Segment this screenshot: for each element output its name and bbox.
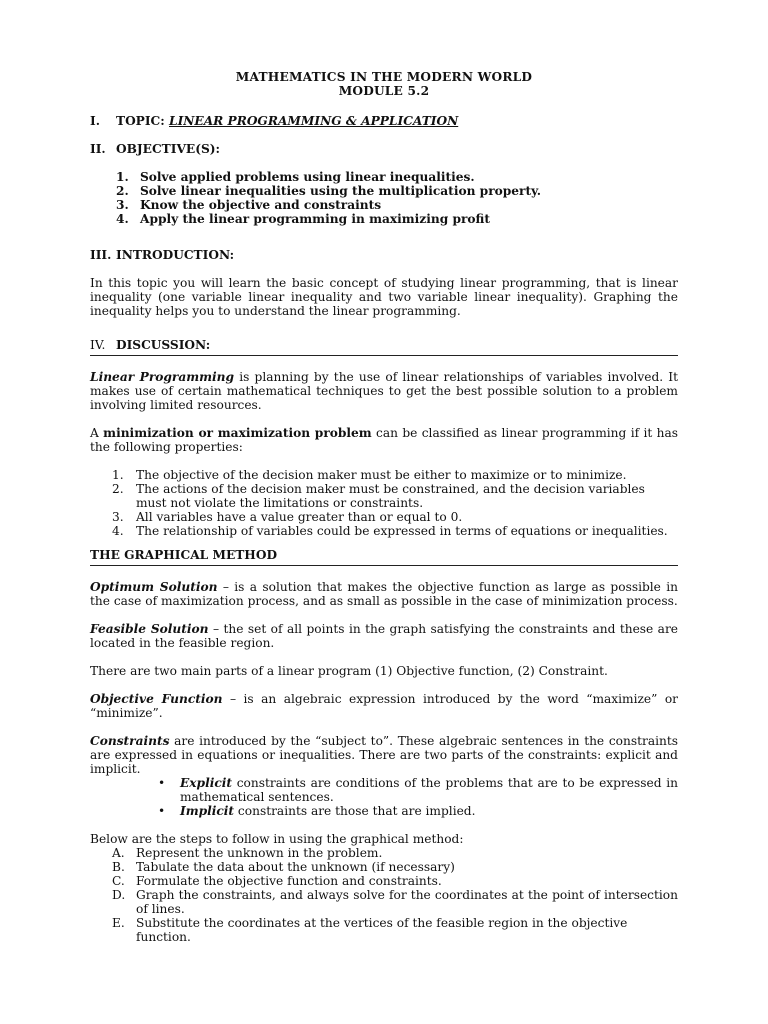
optimum-solution-term: Optimum Solution [90,580,218,594]
steps-intro: Below are the steps to follow in using the graphical method: [90,832,464,846]
list-item: 2. The actions of the decision maker must be constrained, and the decision variables must not violate the limitations or constraints. [112,482,645,510]
constraints-bullets [90,776,678,818]
list-item: 4. The relationship of variables could be expressed in terms of equations or inequalities. [112,524,668,538]
two-parts-paragraph: There are two main parts of a linear program (1) Objective function, (2) Constraint. [90,664,608,678]
document-title: MATHEMATICS IN THE MODERN WORLD [235,70,533,84]
list-item: 4. Apply the linear programming in maximizing profit [116,212,491,226]
discussion-label: DISCUSSION: [116,338,211,352]
module-label: MODULE 5.2 [338,84,430,98]
constraints-definition: Constraints are introduced by the “subject to”. These algebraic sentences in the constraints are expressed in equations or inequalities. There are two parts of the constraints: explicit and implicit. [90,734,678,776]
list-item: • Explicit constraints are conditions of the problems that are to be expressed in mathematical sentences. [158,776,678,804]
discussion-number: IV. [90,338,106,352]
optimum-solution-definition: Optimum Solution – is a solution that makes the objective function as large as possible in the case of maximization process, and as small as possible in the case of minimization process. [90,580,678,608]
topic-heading [90,114,678,128]
linear-programming-definition: Linear Programming is planning by the use of linear relationships of variables involved. It makes use of certain mathematical techniques to get the best possible solution to a problem involving limited resources. [90,370,679,412]
introduction-heading [90,248,678,262]
graphical-method-heading: THE GRAPHICAL METHOD [90,548,678,566]
list-item: B. Tabulate the data about the unknown (if necessary) [112,860,455,874]
introduction-number: III. [90,248,112,262]
discussion-heading [90,338,678,356]
topic-value: LINEAR PROGRAMMING & APPLICATION [169,114,459,128]
properties-list [90,468,678,538]
list-item: D. Graph the constraints, and always solve for the coordinates at the point of intersection of lines. [112,888,678,916]
constraints-term: Constraints [90,734,170,748]
feasible-solution-definition: Feasible Solution – the set of all points in the graph satisfying the constraints and these are located in the feasible region. [90,622,678,650]
minmax-term: minimization or maximization problem [103,426,372,440]
objective-function-term: Objective Function [90,692,223,706]
linear-programming-term: Linear Programming [90,370,235,384]
list-item: 3. All variables have a value greater than or equal to 0. [112,510,463,524]
objectives-number: II. [90,142,106,156]
minmax-paragraph: A minimization or maximization problem can be classified as linear programming if it has the following properties: [90,426,678,454]
objective-function-definition: Objective Function – is an algebraic expression introduced by the word “maximize” or “minimize”. [90,692,678,720]
feasible-solution-term: Feasible Solution [90,622,209,636]
introduction-paragraph: In this topic you will learn the basic concept of studying linear programming, that is linear inequality (one variable linear inequality and two variable linear inequality). Graphing the inequality helps you to understand the linear programming. [90,276,678,318]
objectives-label: OBJECTIVE(S): [116,142,221,156]
list-item: • Implicit constraints are those that are implied. [158,804,476,818]
document-page [90,70,678,944]
list-item: 3. Know the objective and constraints [116,198,382,212]
topic-label: TOPIC: [116,114,165,128]
list-item: 1. The objective of the decision maker must be either to maximize or to minimize. [112,468,627,482]
introduction-label: INTRODUCTION: [116,248,235,262]
list-item: E. Substitute the coordinates at the vertices of the feasible region in the objective function. [112,916,628,944]
list-item: A. Represent the unknown in the problem. [112,846,383,860]
topic-number: I. [90,114,100,128]
objectives-heading [90,142,678,156]
list-item: 2. Solve linear inequalities using the multiplication property. [116,184,542,198]
bullet-icon: • [158,804,166,818]
steps-list [90,846,678,944]
bullet-icon: • [158,776,166,790]
objectives-list [90,170,678,226]
list-item: C. Formulate the objective function and constraints. [112,874,442,888]
list-item: 1. Solve applied problems using linear inequalities. [116,170,475,184]
